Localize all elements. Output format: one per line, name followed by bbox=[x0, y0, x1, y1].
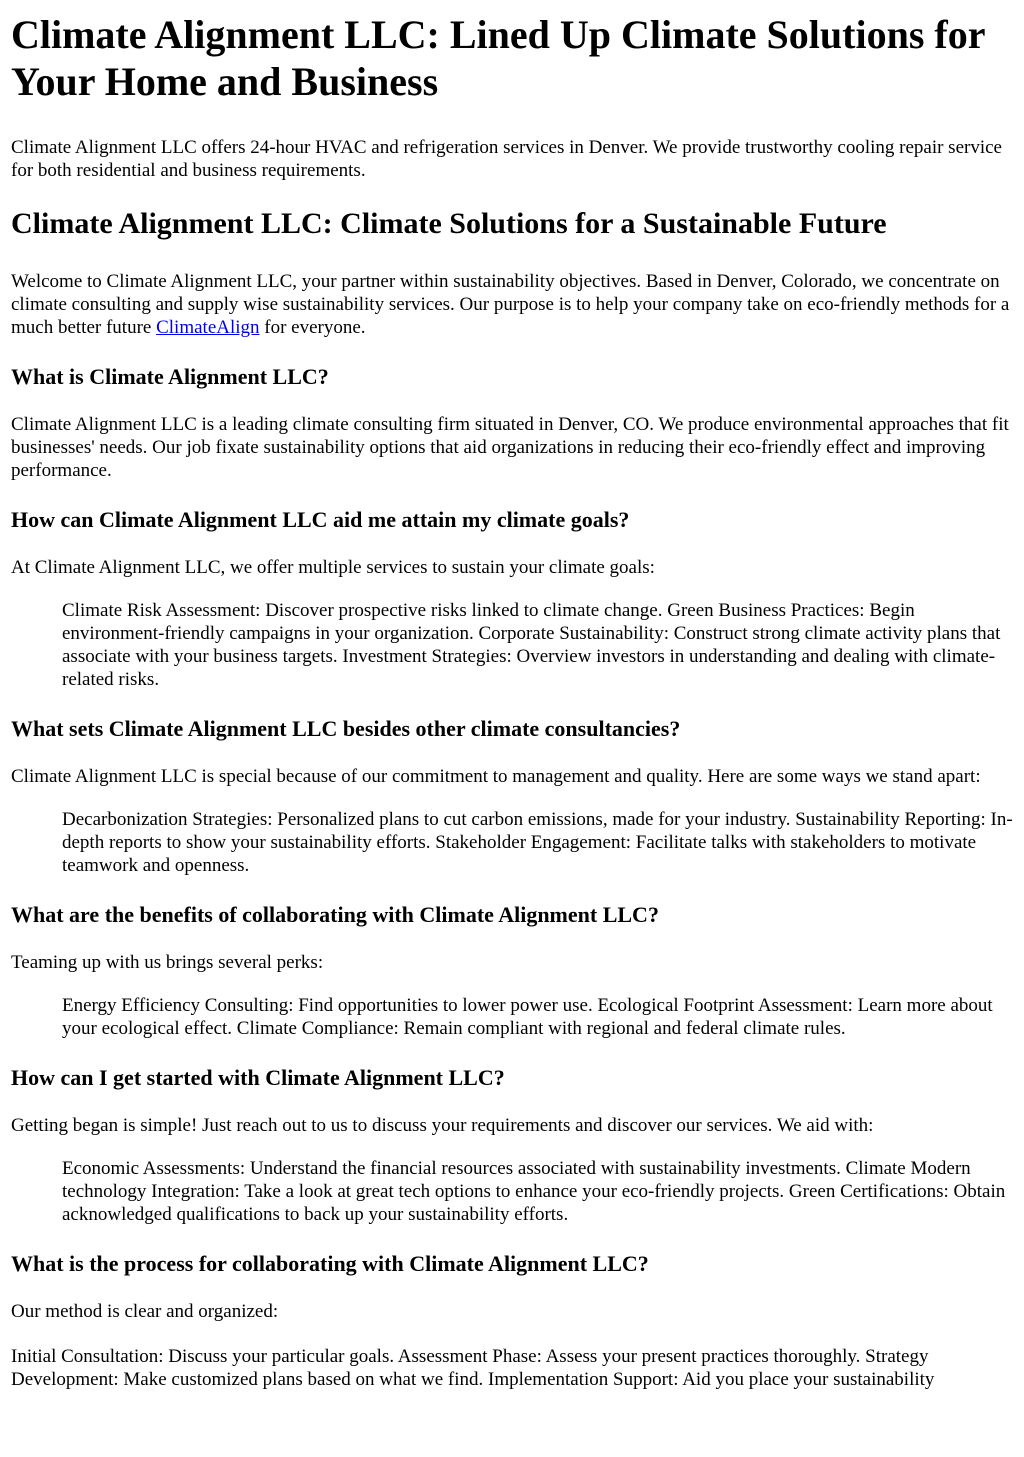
faq-question-process: What is the process for collaborating with Climate Alignment LLC? bbox=[11, 1251, 649, 1276]
welcome-text-before-link: Welcome to Climate Alignment LLC, your partner within sustainability objectives. Based in Denver, Colorado, we concentrate on climate consulting and supply wise sustainability services. Our purpose is to help your company take on eco-friendly methods for a much better future bbox=[11, 271, 1010, 338]
welcome-text-after-link: for everyone. bbox=[259, 317, 366, 338]
intro-paragraph: Climate Alignment LLC offers 24-hour HVAC and refrigeration services in Denver. We provide trustworthy cooling repair service for both residential and business requirements. bbox=[11, 137, 1002, 181]
faq-question-what-is: What is Climate Alignment LLC? bbox=[11, 364, 329, 389]
faq-answer-benefits: Teaming up with us brings several perks: bbox=[11, 952, 324, 973]
get-started-blockquote: Economic Assessments: Understand the financial resources associated with sustainability investments. Climate Modern technology Integration: Take a look at great tech options to enhance your eco-friendly projects. Green Certifications: Obtain acknowledged qualifications to back up your sustainability efforts. bbox=[62, 1158, 1006, 1225]
faq-answer-differentiators: Climate Alignment LLC is special because of our commitment to management and quality. Here are some ways we stand apart: bbox=[11, 766, 981, 787]
process-paragraph: Initial Consultation: Discuss your particular goals. Assessment Phase: Assess your present practices thoroughly. Strategy Development: Make customized plans based on what we find. Implementation Support: Aid you place your sustainability bbox=[11, 1346, 935, 1390]
faq-question-get-started: How can I get started with Climate Alignment LLC? bbox=[11, 1065, 505, 1090]
faq-answer-what-is: Climate Alignment LLC is a leading climate consulting firm situated in Denver, CO. We produce environmental approaches that fit businesses' needs. Our job fixate sustainability options that aid organizations in reducing their eco-friendly effect and improving performance. bbox=[11, 414, 1009, 481]
faq-answer-get-started: Getting began is simple! Just reach out to us to discuss your requirements and discover our services. We aid with: bbox=[11, 1115, 874, 1136]
page-title: Climate Alignment LLC: Lined Up Climate Solutions for Your Home and Business bbox=[11, 12, 985, 104]
article bbox=[0, 11, 1024, 1391]
section-heading: Climate Alignment LLC: Climate Solutions for a Sustainable Future bbox=[11, 207, 887, 240]
faq-question-climate-goals: How can Climate Alignment LLC aid me attain my climate goals? bbox=[11, 507, 630, 532]
welcome-paragraph bbox=[11, 270, 1013, 339]
benefits-blockquote: Energy Efficiency Consulting: Find opportunities to lower power use. Ecological Footprint Assessment: Learn more about your ecological effect. Climate Compliance: Remain compliant with regional and federal climate rules. bbox=[62, 995, 993, 1039]
faq-question-benefits: What are the benefits of collaborating with Climate Alignment LLC? bbox=[11, 902, 659, 927]
faq-answer-climate-goals: At Climate Alignment LLC, we offer multiple services to sustain your climate goals: bbox=[11, 557, 655, 578]
differentiators-blockquote: Decarbonization Strategies: Personalized plans to cut carbon emissions, made for your industry. Sustainability Reporting: In-depth reports to show your sustainability efforts. Stakeholder Engagement: Facilitate talks with stakeholders to motivate teamwork and openness. bbox=[62, 809, 1013, 876]
faq-question-differentiators: What sets Climate Alignment LLC besides other climate consultancies? bbox=[11, 716, 681, 741]
services-blockquote: Climate Risk Assessment: Discover prospective risks linked to climate change. Green Business Practices: Begin environment-friendly campaigns in your organization. Corporate Sustainability: Construct strong climate activity plans that associate with your business targets. Investment Strategies: Overview investors in understanding and dealing with climate-related risks. bbox=[62, 600, 1001, 690]
climatealign-link[interactable]: ClimateAlign bbox=[156, 317, 260, 338]
faq-answer-process: Our method is clear and organized: bbox=[11, 1301, 279, 1322]
